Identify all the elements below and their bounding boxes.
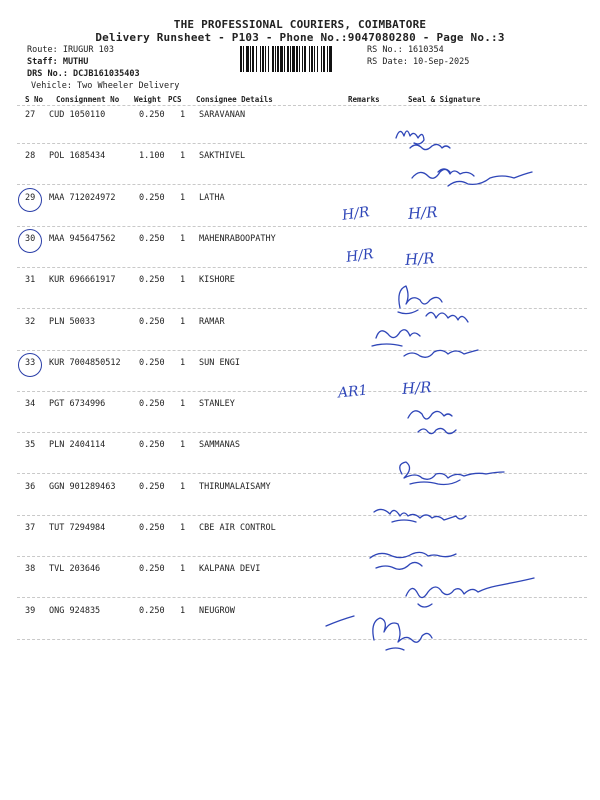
rs-number: RS No.: 1610354 (367, 45, 444, 55)
table-row (0, 234, 600, 246)
row-divider (17, 267, 587, 268)
row-pcs: 1 (180, 440, 186, 450)
row-divider (17, 432, 587, 433)
row-pcs: 1 (180, 399, 186, 409)
row-consignment-no: CUD 1050110 (49, 110, 106, 120)
row-consignment-no: PLN 2404114 (49, 440, 106, 450)
col-pcs-header: PCS (168, 95, 182, 104)
col-consignee-header: Consignee Details (196, 95, 273, 104)
signature-row-27 (396, 131, 450, 150)
table-row (0, 110, 600, 122)
runsheet-subtitle: Delivery Runsheet - P103 - Phone No.:9047080280 - Page No.:3 (95, 31, 505, 44)
row-pcs: 1 (180, 564, 186, 574)
row-weight: 0.250 (139, 606, 165, 616)
row-sno: 27 (25, 110, 36, 120)
row-consignment-no: MAA 945647562 (49, 234, 116, 244)
row-divider (17, 350, 587, 351)
table-row (0, 317, 600, 329)
row-consignment-no: KUR 7004850512 (49, 358, 121, 368)
barcode (240, 46, 362, 72)
row-divider (17, 184, 587, 185)
seal-34-handwritten: H/R (401, 377, 433, 399)
row-consignment-no: ONG 924835 (49, 606, 101, 616)
row-consignment-no: PGT 6734996 (49, 399, 106, 409)
row-divider (17, 556, 587, 557)
row-weight: 0.250 (139, 482, 165, 492)
circle-mark-30 (18, 229, 42, 253)
row-consignment-no: TUT 7294984 (49, 523, 106, 533)
table-row (0, 482, 600, 494)
header-divider (17, 105, 587, 106)
row-consignee: KISHORE (199, 275, 235, 285)
row-consignee: SAKTHIVEL (199, 151, 246, 161)
row-pcs: 1 (180, 275, 186, 285)
row-sno: 33 (25, 358, 36, 368)
row-divider (17, 143, 587, 144)
rs-date: RS Date: 10-Sep-2025 (367, 57, 470, 67)
table-row (0, 151, 600, 163)
table-row (0, 358, 600, 370)
row-pcs: 1 (180, 482, 186, 492)
vehicle-label: Vehicle: Two Wheeler Delivery (31, 81, 180, 91)
row-consignment-no: MAA 712024972 (49, 193, 116, 203)
row-consignee: MAHENRABOOPATHY (199, 234, 276, 244)
row-consignment-no: GGN 901289463 (49, 482, 116, 492)
remark-30-handwritten: H/R (345, 246, 375, 266)
row-pcs: 1 (180, 358, 186, 368)
row-sno: 38 (25, 564, 36, 574)
table-row (0, 606, 600, 618)
row-sno: 37 (25, 523, 36, 533)
row-consignee: SAMMANAS (199, 440, 240, 450)
row-consignment-no: TVL 203646 (49, 564, 101, 574)
seal-30-handwritten: H/R (404, 248, 436, 270)
col-consignment-header: Consignment No (56, 95, 120, 104)
col-sno-header: S No (25, 95, 44, 104)
row-sno: 39 (25, 606, 36, 616)
row-consignment-no: KUR 696661917 (49, 275, 116, 285)
row-weight: 0.250 (139, 440, 165, 450)
row-consignee: RAMAR (199, 317, 225, 327)
signature-row-34 (408, 411, 456, 434)
row-pcs: 1 (180, 110, 186, 120)
table-row (0, 193, 600, 205)
circle-mark-29 (18, 188, 42, 212)
staff-label: Staff: MUTHU (27, 57, 89, 67)
row-consignee: NEUGROW (199, 606, 235, 616)
row-sno: 34 (25, 399, 36, 409)
row-consignee: KALPANA DEVI (199, 564, 261, 574)
row-consignee: CBE AIR CONTROL (199, 523, 276, 533)
row-weight: 0.250 (139, 358, 165, 368)
row-pcs: 1 (180, 606, 186, 616)
circle-mark-33 (18, 353, 42, 377)
table-row (0, 523, 600, 535)
row-pcs: 1 (180, 523, 186, 533)
row-divider (17, 391, 587, 392)
table-row (0, 399, 600, 411)
row-sno: 28 (25, 151, 36, 161)
row-pcs: 1 (180, 151, 186, 161)
row-divider (17, 308, 587, 309)
row-consignee: STANLEY (199, 399, 235, 409)
row-pcs: 1 (180, 234, 186, 244)
row-consignment-no: PLN 50033 (49, 317, 96, 327)
row-sno: 36 (25, 482, 36, 492)
drs-number: DRS No.: DCJB161035403 (27, 69, 140, 79)
row-pcs: 1 (180, 317, 186, 327)
row-sno: 35 (25, 440, 36, 450)
remark-29-handwritten: H/R (341, 204, 371, 224)
row-divider (17, 639, 587, 640)
row-divider (17, 226, 587, 227)
row-weight: 0.250 (139, 193, 165, 203)
row-sno: 30 (25, 234, 36, 244)
row-weight: 0.250 (139, 399, 165, 409)
row-consignee: SARAVANAN (199, 110, 246, 120)
row-divider (17, 515, 587, 516)
row-consignee: LATHA (199, 193, 225, 203)
seal-29-handwritten: H/R (407, 202, 439, 224)
row-sno: 29 (25, 193, 36, 203)
remark-34-handwritten: AR1 (337, 382, 369, 402)
col-remarks-header: Remarks (348, 95, 380, 104)
row-sno: 31 (25, 275, 36, 285)
row-weight: 0.250 (139, 275, 165, 285)
row-weight: 0.250 (139, 234, 165, 244)
row-weight: 0.250 (139, 564, 165, 574)
row-consignee: SUN ENGI (199, 358, 240, 368)
row-consignment-no: POL 1685434 (49, 151, 106, 161)
row-weight: 0.250 (139, 110, 165, 120)
row-sno: 32 (25, 317, 36, 327)
barcode-bar (332, 46, 333, 72)
route-label: Route: IRUGUR 103 (27, 45, 114, 55)
row-weight: 1.100 (139, 151, 165, 161)
row-weight: 0.250 (139, 317, 165, 327)
row-consignee: THIRUMALAISAMY (199, 482, 271, 492)
row-weight: 0.250 (139, 523, 165, 533)
col-weight-header: Weight (134, 95, 162, 104)
row-divider (17, 597, 587, 598)
row-pcs: 1 (180, 193, 186, 203)
signature-row-32 (372, 330, 478, 358)
table-row (0, 440, 600, 452)
table-row (0, 564, 600, 576)
table-row (0, 275, 600, 287)
company-title: THE PROFESSIONAL COURIERS, COIMBATORE (173, 18, 427, 31)
col-seal-header: Seal & Signature (408, 95, 481, 104)
row-divider (17, 473, 587, 474)
